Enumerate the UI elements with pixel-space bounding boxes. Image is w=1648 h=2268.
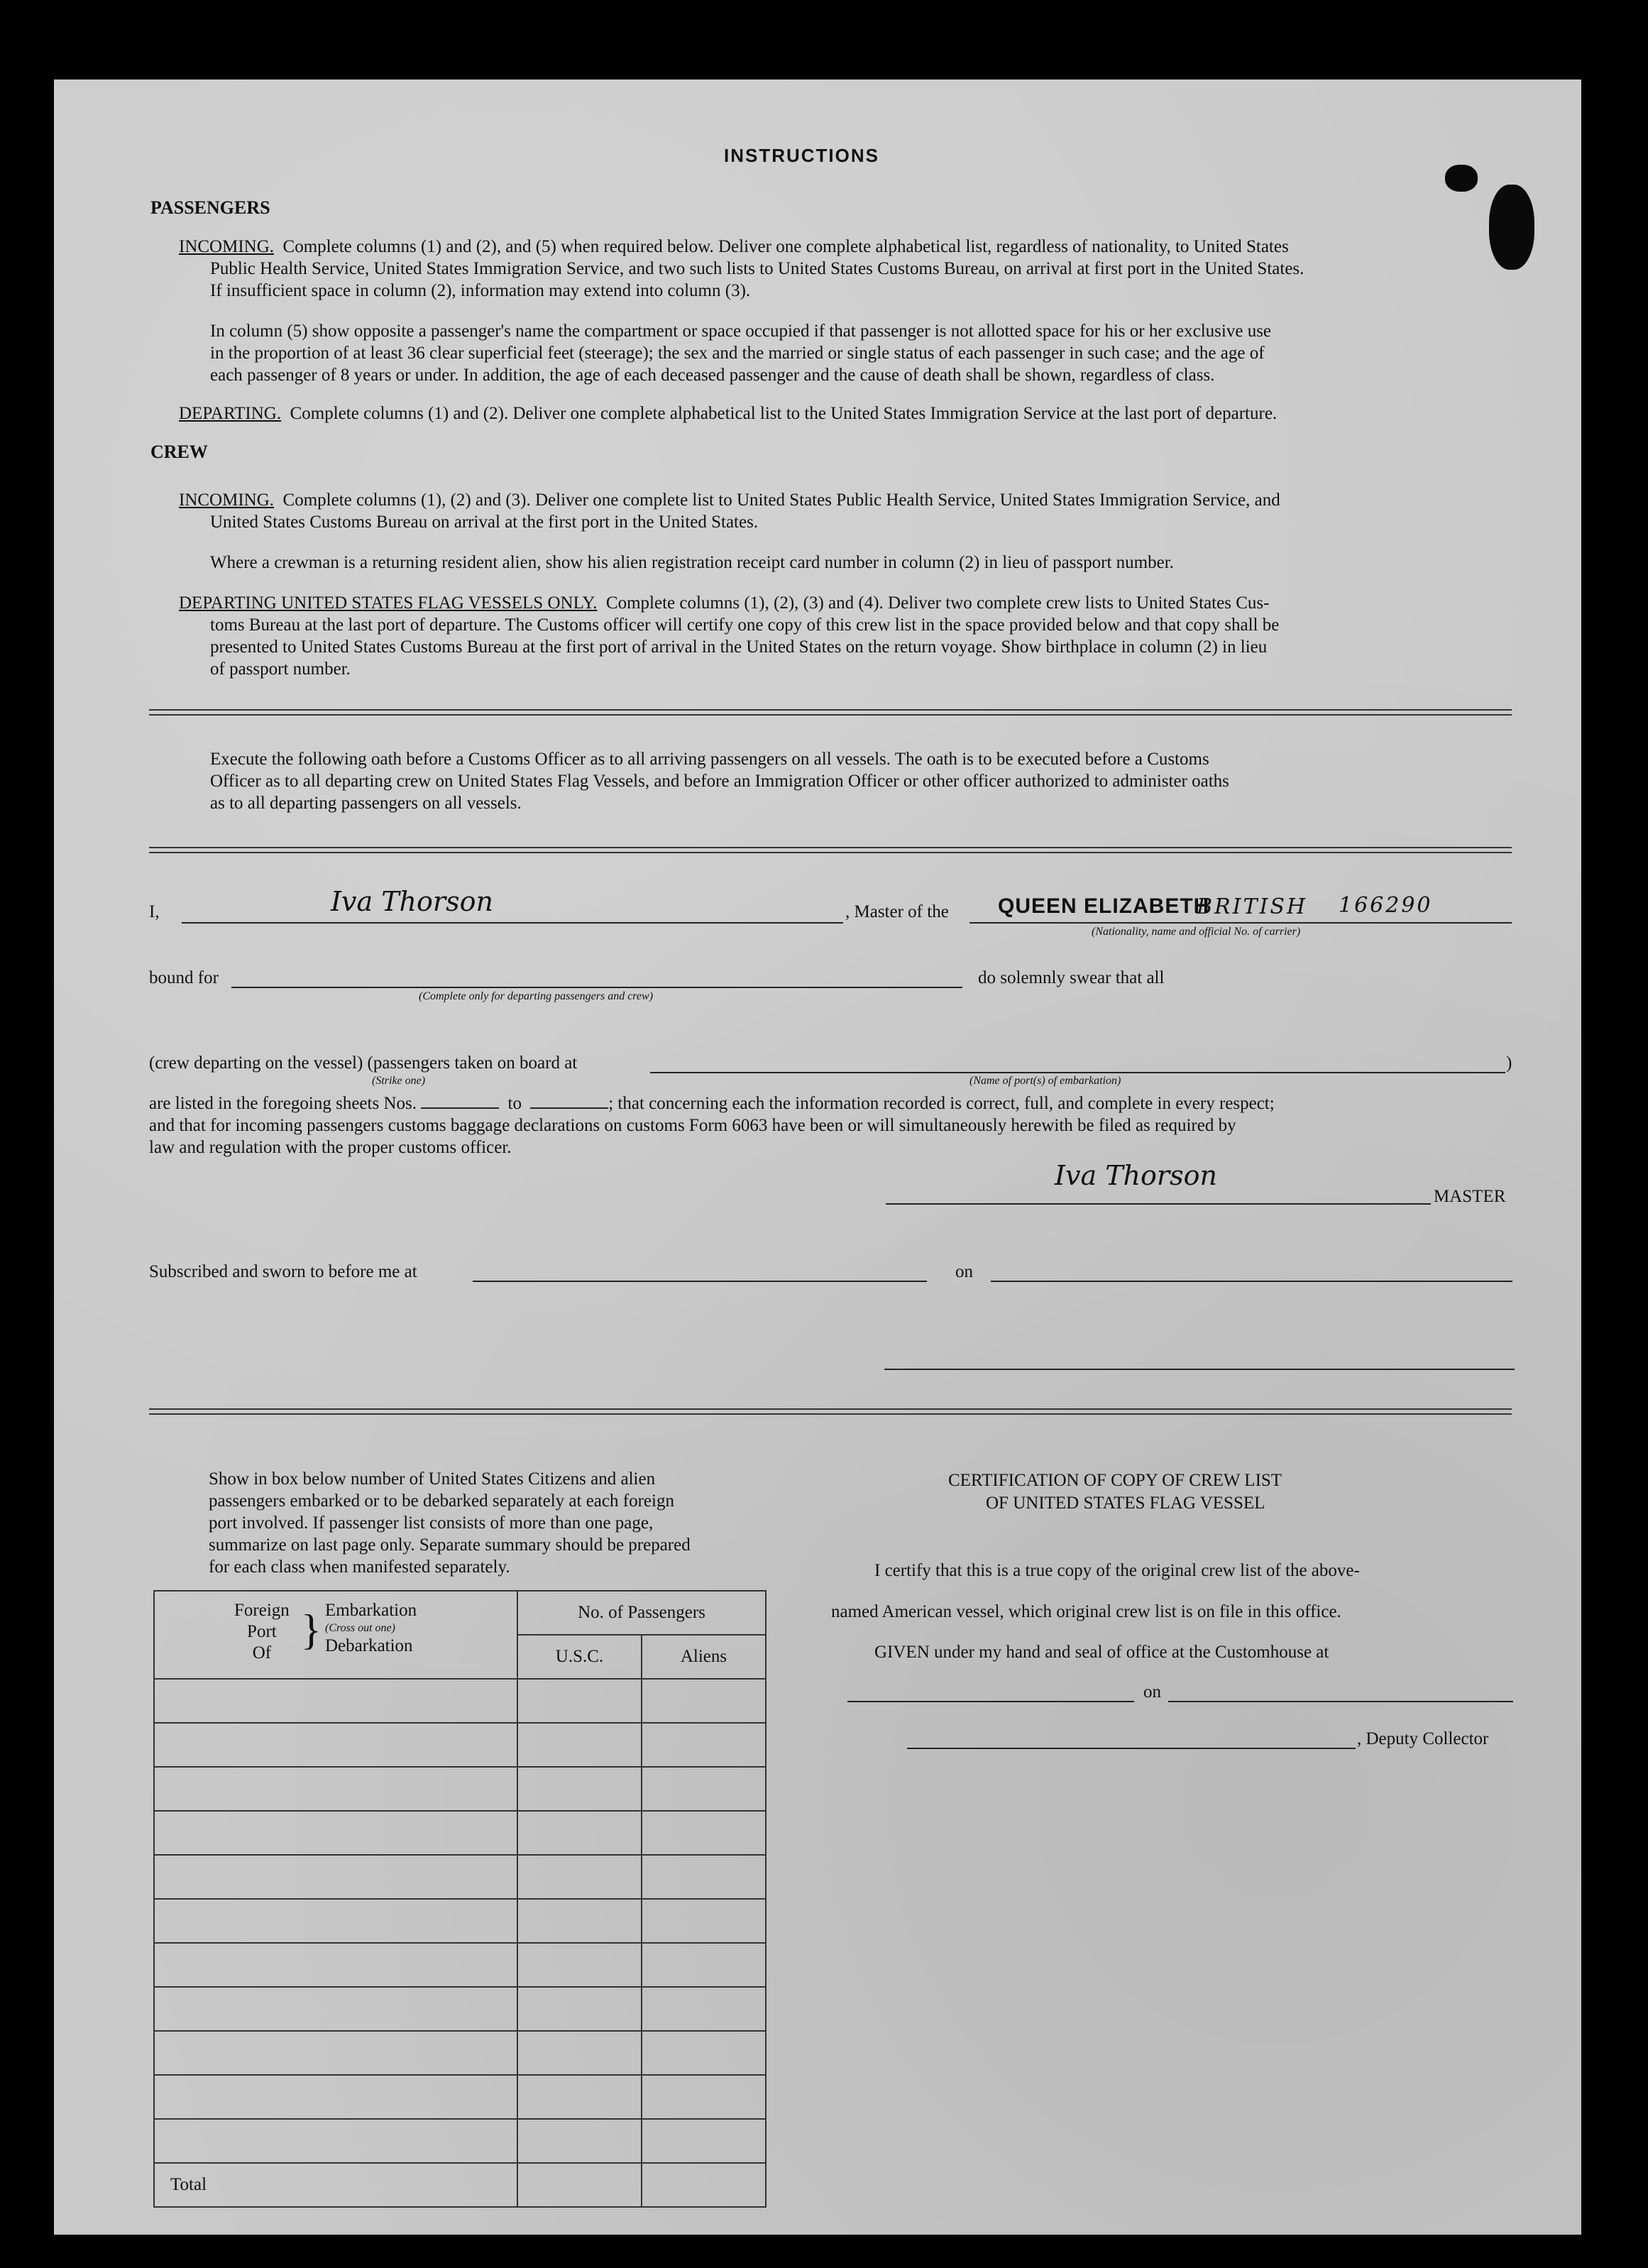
passenger-rows <box>154 1679 766 2163</box>
usc-cell[interactable] <box>517 1987 642 2031</box>
divider-3 <box>149 1408 1512 1415</box>
ink-blot <box>1489 185 1534 270</box>
aliens-cell[interactable] <box>642 1679 766 1723</box>
aliens-header: Aliens <box>642 1635 766 1679</box>
aliens-cell[interactable] <box>642 1899 766 1943</box>
oath-intro-line1: Execute the following oath before a Customs Officer as to all arriving passengers on all vessels. The oath is to be executed before a Customs <box>210 750 1209 769</box>
baggage-line: and that for incoming passengers customs baggage declarations on customs Form 6063 have been or will simultaneously herewith be filed as required by <box>149 1116 1236 1135</box>
total-label: Total <box>154 2163 517 2207</box>
table-row <box>154 1987 766 2031</box>
crew-incoming-line1: INCOMING. Complete columns (1), (2) and (3). Deliver one complete list to United States Public Health Service, United States Immigration Service, and <box>179 491 1280 510</box>
listed-line: are listed in the foregoing sheets Nos. to ; that concerning each the information recorded is correct, full, and complete in every respect; <box>149 1094 1275 1113</box>
table-row <box>154 1767 766 1811</box>
swear-text: do solemnly swear that all <box>978 968 1165 987</box>
aliens-cell[interactable] <box>642 2031 766 2075</box>
crew-heading: CREW <box>150 442 208 462</box>
vessel-nationality: BRITISH <box>1197 894 1308 919</box>
oath-intro-line2: Officer as to all departing crew on United States Flag Vessels, and before an Immigration Officer or other officer authorized to administer oaths <box>210 772 1229 791</box>
master-name-line <box>182 922 843 924</box>
master-of-label: , Master of the <box>845 902 949 921</box>
crew-passengers-label: (crew departing on the vessel) (passengers taken on board at <box>149 1053 578 1073</box>
summary-line3: port involved. If passenger list consists of more than one page, <box>209 1513 654 1533</box>
carrier-caption: (Nationality, name and official No. of carrier) <box>1092 926 1301 938</box>
port-cell[interactable] <box>154 1811 517 1855</box>
sheet-to-field <box>530 1107 608 1109</box>
usc-header: U.S.C. <box>517 1635 642 1679</box>
aliens-cell[interactable] <box>642 1987 766 2031</box>
port-cell[interactable] <box>154 1987 517 2031</box>
passengers-incoming-line2: Public Health Service, United States Immigration Service, and two such lists to United States Customs Bureau, on arrival at first port in the United States. <box>210 259 1304 278</box>
passenger-summary-table-wrap <box>153 1590 767 2208</box>
port-cell[interactable] <box>154 1723 517 1767</box>
sworn-on-line <box>991 1281 1512 1282</box>
aliens-cell[interactable] <box>642 1767 766 1811</box>
passengers-departing-label: DEPARTING. <box>179 404 282 423</box>
carrier-line <box>969 922 1512 924</box>
crew-resident-text: Where a crewman is a returning resident alien, show his alien registration receipt card number in column (2) in lieu of passport number. <box>210 553 1174 572</box>
usc-cell[interactable] <box>517 1943 642 1987</box>
port-cell[interactable] <box>154 1855 517 1899</box>
usc-cell[interactable] <box>517 2119 642 2163</box>
vessel-official-number: 166290 <box>1339 893 1433 918</box>
certification-line1: I certify that this is a true copy of the original crew list of the above- <box>874 1561 1360 1580</box>
column5-line2: in the proportion of at least 36 clear superficial feet (steerage); the sex and the married or single status of each passenger in such case; and the age of <box>210 344 1265 363</box>
table-row <box>154 1899 766 1943</box>
deputy-collector-label: , Deputy Collector <box>1357 1729 1489 1748</box>
table-row <box>154 1679 766 1723</box>
sworn-on-label: on <box>955 1262 973 1281</box>
table-row <box>154 2119 766 2163</box>
master-signature-bottom: Iva Thorson <box>1055 1160 1217 1191</box>
subscribed-label: Subscribed and sworn to before me at <box>149 1262 417 1281</box>
table-row <box>154 2075 766 2119</box>
master-signature-top: Iva Thorson <box>331 886 493 917</box>
summary-line4: summarize on last page only. Separate summary should be prepared <box>209 1535 691 1555</box>
certification-title1: CERTIFICATION OF COPY OF CREW LIST <box>948 1471 1282 1490</box>
usc-cell[interactable] <box>517 1899 642 1943</box>
deputy-signature-line <box>907 1748 1356 1749</box>
certification-date-line <box>1168 1701 1513 1702</box>
passenger-summary-table <box>153 1590 767 2208</box>
master-label: MASTER <box>1434 1187 1506 1206</box>
total-usc-cell[interactable] <box>517 2163 642 2207</box>
certification-line2: named American vessel, which original crew list is on file in this office. <box>831 1602 1341 1621</box>
aliens-cell[interactable] <box>642 1943 766 1987</box>
table-row <box>154 1723 766 1767</box>
crew-departing-label: DEPARTING UNITED STATES FLAG VESSELS ONLY. <box>179 593 598 613</box>
bound-for-line <box>231 987 962 988</box>
table-row <box>154 1811 766 1855</box>
divider-1 <box>149 709 1512 716</box>
passengers-departing-line: DEPARTING. Complete columns (1) and (2). Deliver one complete alphabetical list to the United States Immigration Service at the last port of departure. <box>179 404 1278 423</box>
ink-blot <box>1445 165 1478 192</box>
port-cell[interactable] <box>154 1679 517 1723</box>
sworn-at-line <box>473 1281 927 1282</box>
passengers-incoming-line3: If insufficient space in column (2), information may extend into column (3). <box>210 281 751 300</box>
close-paren: ) <box>1506 1053 1512 1073</box>
oath-i-label: I, <box>149 902 160 921</box>
usc-cell[interactable] <box>517 1855 642 1899</box>
usc-cell[interactable] <box>517 2031 642 2075</box>
usc-cell[interactable] <box>517 1679 642 1723</box>
certification-on-label: on <box>1143 1682 1161 1702</box>
divider-2 <box>149 847 1512 853</box>
customhouse-line <box>847 1701 1134 1702</box>
table-row <box>154 1943 766 1987</box>
passengers-incoming-line1: INCOMING. Complete columns (1) and (2), and (5) when required below. Deliver one complete alphabetical list, regardless of nationality, to United States <box>179 237 1289 256</box>
passengers-incoming-label: INCOMING. <box>179 237 275 256</box>
usc-cell[interactable] <box>517 1767 642 1811</box>
form-page <box>54 80 1581 2235</box>
crew-departing-line1: DEPARTING UNITED STATES FLAG VESSELS ONLY. Complete columns (1), (2), (3) and (4). Deliver two complete crew lists to United States Cus- <box>179 593 1270 613</box>
page-title: INSTRUCTIONS <box>724 145 879 166</box>
port-header-cell: Foreign Port Of } Embarkation (Cross out one) Debarkation <box>154 1591 517 1679</box>
crew-departing-line3: presented to United States Customs Bureau at the first port of arrival in the United States on the return voyage. Show birthplace in column (2) in lieu <box>210 637 1268 657</box>
certification-line3: GIVEN under my hand and seal of office at the Customhouse at <box>874 1643 1329 1662</box>
summary-line2: passengers embarked or to be debarked separately at each foreign <box>209 1491 674 1511</box>
bound-caption: (Complete only for departing passengers and crew) <box>419 990 654 1002</box>
aliens-cell[interactable] <box>642 1855 766 1899</box>
crew-departing-line4: of passport number. <box>210 659 351 679</box>
total-aliens-cell[interactable] <box>642 2163 766 2207</box>
summary-line5: for each class when manifested separately. <box>209 1557 510 1577</box>
bound-for-label: bound for <box>149 968 219 987</box>
usc-cell[interactable] <box>517 1723 642 1767</box>
sheet-from-field <box>421 1107 499 1109</box>
oath-intro-line3: as to all departing passengers on all vessels. <box>210 794 522 813</box>
summary-line1: Show in box below number of United States Citizens and alien <box>209 1469 656 1489</box>
aliens-cell[interactable] <box>642 1811 766 1855</box>
crew-incoming-label: INCOMING. <box>179 491 275 510</box>
master-signature-line <box>886 1203 1431 1205</box>
law-line: law and regulation with the proper customs officer. <box>149 1138 512 1157</box>
crew-departing-line2: toms Bureau at the last port of departure. The Customs officer will certify one copy of this crew list in the space provided below and that copy shall be <box>210 615 1280 635</box>
port-cell[interactable] <box>154 2119 517 2163</box>
certification-title2: OF UNITED STATES FLAG VESSEL <box>986 1494 1265 1513</box>
table-row <box>154 1855 766 1899</box>
usc-cell[interactable] <box>517 2075 642 2119</box>
aliens-cell[interactable] <box>642 2119 766 2163</box>
port-cell[interactable] <box>154 1943 517 1987</box>
column5-line3: each passenger of 8 years or under. In addition, the age of each deceased passenger and the cause of death shall be shown, regardless of class. <box>210 366 1215 385</box>
usc-cell[interactable] <box>517 1811 642 1855</box>
embark-caption: (Name of port(s) of embarkation) <box>969 1075 1121 1087</box>
crew-incoming-line2: United States Customs Bureau on arrival at the first port in the United States. <box>210 513 759 532</box>
passengers-heading: PASSENGERS <box>150 197 270 218</box>
table-row <box>154 2031 766 2075</box>
port-cell[interactable] <box>154 1899 517 1943</box>
brace-icon: } <box>301 1606 322 1653</box>
port-cell[interactable] <box>154 2031 517 2075</box>
aliens-cell[interactable] <box>642 2075 766 2119</box>
port-cell[interactable] <box>154 1767 517 1811</box>
column5-line1: In column (5) show opposite a passenger's name the compartment or space occupied if that passenger is not allotted space for his or her exclusive use <box>210 322 1272 341</box>
strike-caption: (Strike one) <box>372 1075 426 1087</box>
vessel-name: QUEEN ELIZABETH <box>998 894 1210 918</box>
no-passengers-header: No. of Passengers <box>517 1591 766 1635</box>
port-cell[interactable] <box>154 2075 517 2119</box>
officer-signature-line <box>884 1369 1515 1370</box>
embarkation-line <box>650 1072 1505 1073</box>
aliens-cell[interactable] <box>642 1723 766 1767</box>
